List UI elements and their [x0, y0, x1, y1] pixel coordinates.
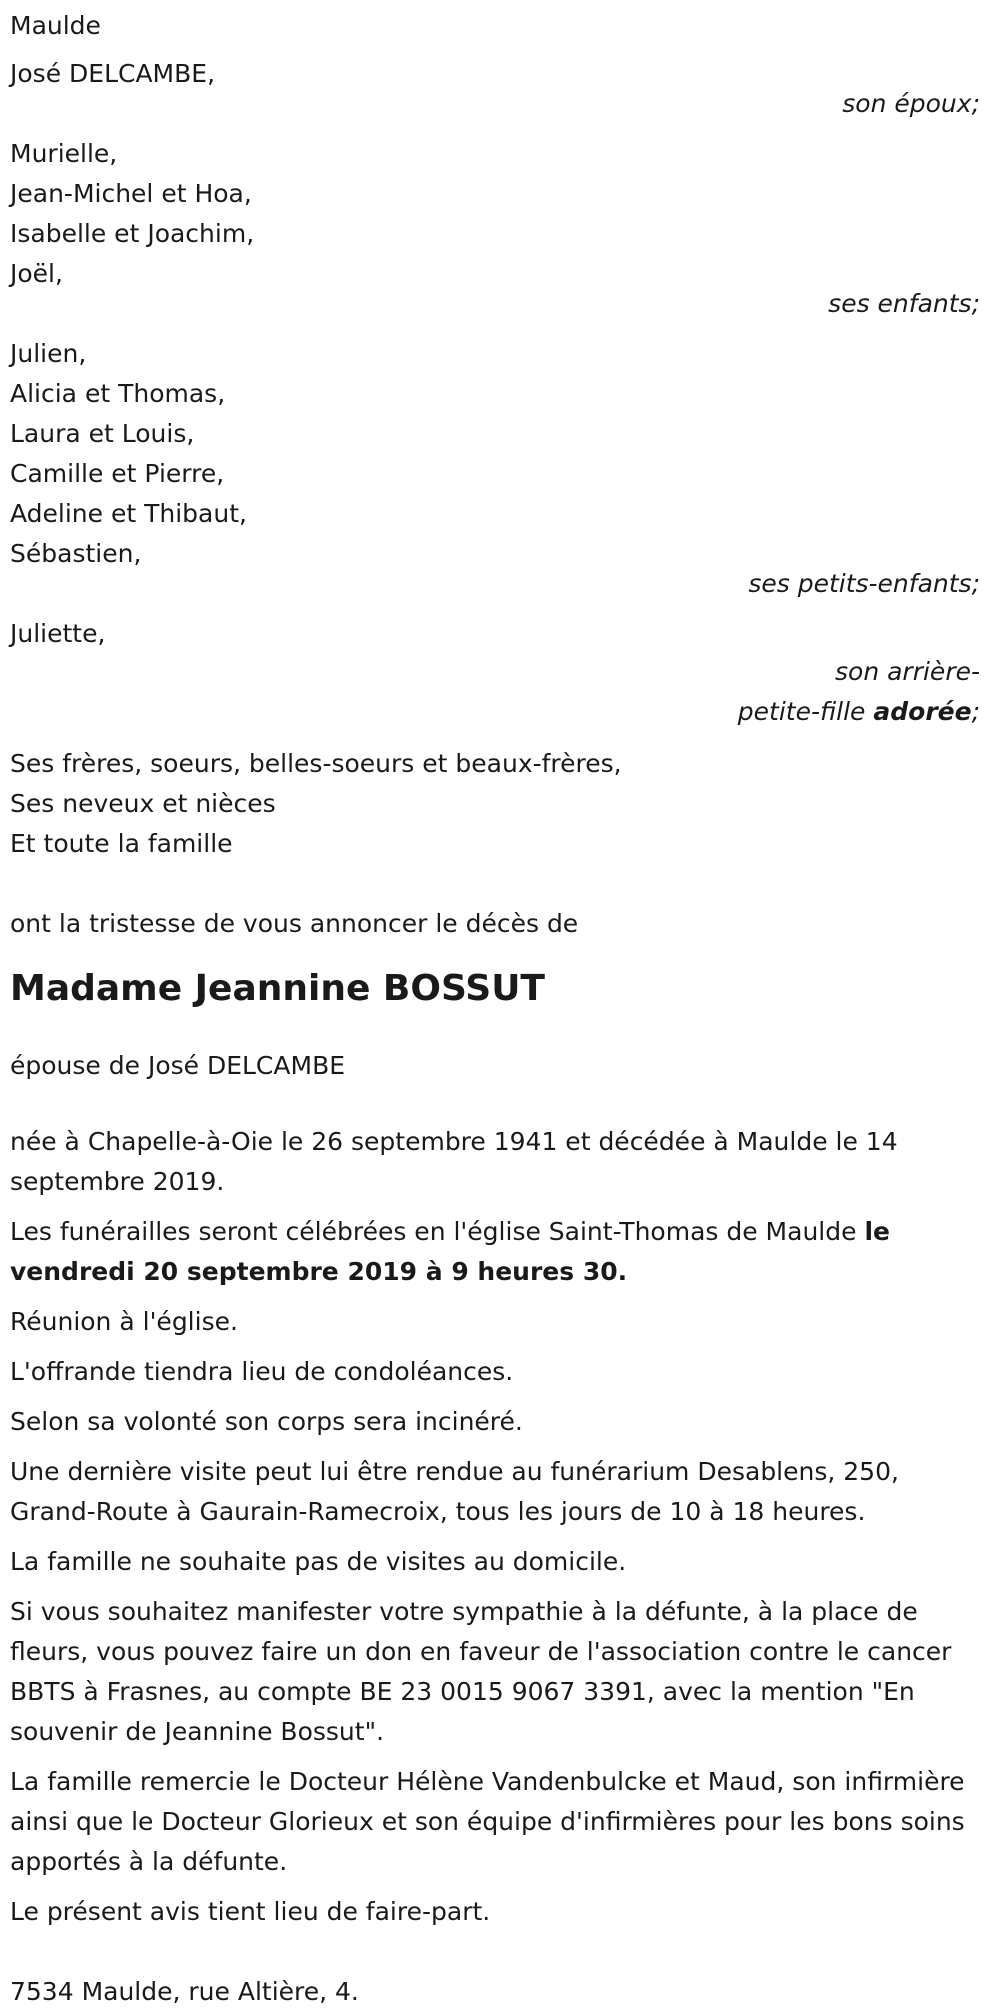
family-line: Ses neveux et nièces — [10, 789, 276, 818]
address-text: 7534 Maulde, rue Altière, 4. — [10, 1977, 359, 2006]
grandchild-name: Laura et Louis, — [10, 419, 195, 448]
deceased-name: Madame Jeannine BOSSUT — [10, 968, 545, 1009]
spouse-name: José DELCAMBE, — [10, 59, 216, 88]
grandchild-name: Sébastien, — [10, 539, 142, 568]
children-relation: ses enfants; — [828, 289, 980, 318]
child-name: Jean-Michel et Hoa, — [10, 179, 252, 208]
info-paragraph: Une dernière visite peut lui être rendue au funérarium Desablens, 250, Grand-Route à Gaurain-Ramecroix, tous les jours de 10 à 18 heures. — [10, 1457, 899, 1526]
child-name: Murielle, — [10, 139, 118, 168]
announcement-text: ont la tristesse de vous annoncer le décès de — [10, 909, 579, 938]
info-paragraph: Réunion à l'église. — [10, 1307, 238, 1336]
funeral-date: le vendredi 20 septembre 2019 à 9 heures 30. — [10, 1217, 890, 1286]
grandchild-name: Adeline et Thibaut, — [10, 499, 247, 528]
child-name: Joël, — [10, 259, 63, 288]
great-granddaughter-relation-line2 — [10, 692, 980, 732]
relation-suffix: ; — [971, 697, 980, 726]
place-heading: Maulde — [10, 11, 101, 40]
info-paragraph: La famille ne souhaite pas de visites au domicile. — [10, 1547, 627, 1576]
children-block — [10, 134, 980, 324]
relation-emphasis: adorée — [873, 697, 972, 726]
grandchild-name: Julien, — [10, 339, 87, 368]
extended-family-block — [10, 744, 980, 864]
great-granddaughter-relation-line1: son arrière- — [835, 657, 980, 686]
info-paragraph: Selon sa volonté son corps sera incinéré. — [10, 1407, 523, 1436]
grandchild-name: Alicia et Thomas, — [10, 379, 226, 408]
info-paragraph: L'offrande tiendra lieu de condoléances. — [10, 1357, 514, 1386]
spouse-block — [10, 54, 980, 124]
funeral-location: Les funérailles seront célébrées en l'église Saint-Thomas de Maulde — [10, 1217, 865, 1246]
spouse-of-text: épouse de José DELCAMBE — [10, 1051, 346, 1080]
spouse-relation: son époux; — [842, 89, 980, 118]
family-line: Et toute la famille — [10, 829, 233, 858]
birth-death-text: née à Chapelle-à-Oie le 26 septembre 1941 et décédée à Maulde le 14 septembre 2019. — [10, 1127, 898, 1196]
relation-prefix: petite-fille — [737, 697, 874, 726]
family-line: Ses frères, soeurs, belles-soeurs et beaux-frères, — [10, 749, 622, 778]
child-name: Isabelle et Joachim, — [10, 219, 255, 248]
grandchildren-relation: ses petits-enfants; — [748, 569, 980, 598]
great-granddaughter-block — [10, 614, 980, 732]
obituary-notice — [0, 6, 980, 2012]
info-paragraph: Le présent avis tient lieu de faire-part. — [10, 1897, 491, 1926]
grandchild-name: Camille et Pierre, — [10, 459, 225, 488]
funeral-text — [10, 1212, 980, 1292]
great-granddaughter-name: Juliette, — [10, 619, 106, 648]
grandchildren-block — [10, 334, 980, 604]
info-paragraph: Si vous souhaitez manifester votre sympathie à la défunte, à la place de fleurs, vous pouvez faire un don en faveur de l'association contre le cancer BBTS à Frasnes, au compte BE 23 0015 9067 3391, avec la mention "En souvenir de Jeannine Bossut". — [10, 1597, 952, 1746]
info-paragraph: La famille remercie le Docteur Hélène Vandenbulcke et Maud, son infirmière ainsi que le Docteur Glorieux et son équipe d'infirmières pour les bons soins apportés à la défunte. — [10, 1767, 965, 1876]
